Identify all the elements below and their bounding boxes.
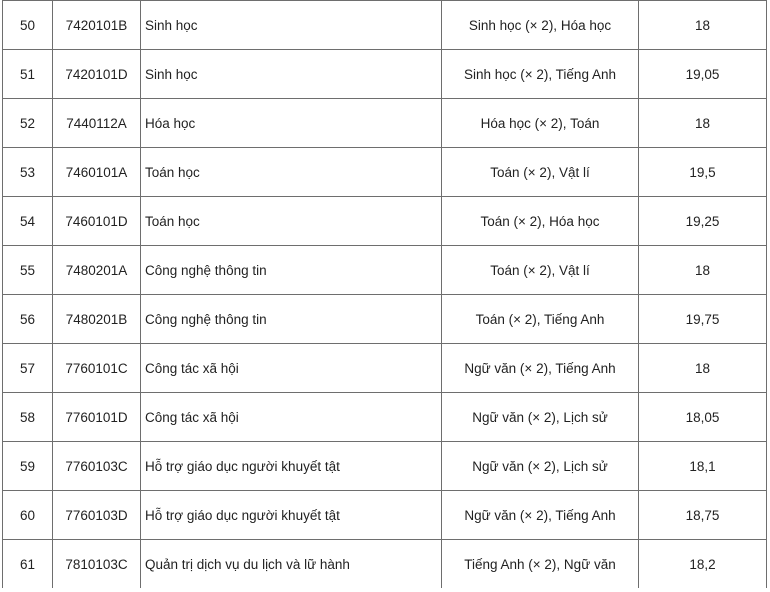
admission-score: 19,75 (639, 295, 767, 344)
major-code: 7760101C (53, 344, 141, 393)
row-number: 60 (3, 491, 53, 540)
table-row (3, 295, 767, 344)
table-row (3, 99, 767, 148)
subject-combination: Sinh học (× 2), Hóa học (442, 1, 639, 50)
admission-score: 18 (639, 99, 767, 148)
major-code: 7460101D (53, 197, 141, 246)
major-name: Công tác xã hội (141, 393, 442, 442)
admission-score: 18 (639, 246, 767, 295)
major-name: Công nghệ thông tin (141, 246, 442, 295)
table-row (3, 442, 767, 491)
table-row (3, 344, 767, 393)
major-name: Sinh học (141, 50, 442, 99)
admission-score: 18,05 (639, 393, 767, 442)
major-code: 7460101A (53, 148, 141, 197)
major-code: 7420101B (53, 1, 141, 50)
subject-combination: Sinh học (× 2), Tiếng Anh (442, 50, 639, 99)
major-name: Toán học (141, 148, 442, 197)
major-name: Hỗ trợ giáo dục người khuyết tật (141, 442, 442, 491)
major-name: Công tác xã hội (141, 344, 442, 393)
admission-score: 19,25 (639, 197, 767, 246)
row-number: 56 (3, 295, 53, 344)
admission-score: 18,1 (639, 442, 767, 491)
page-bottom-edge (0, 588, 770, 592)
table-row (3, 540, 767, 589)
admission-score: 18,2 (639, 540, 767, 589)
subject-combination: Hóa học (× 2), Toán (442, 99, 639, 148)
major-name: Hóa học (141, 99, 442, 148)
table-row (3, 491, 767, 540)
admission-score: 19,5 (639, 148, 767, 197)
table-row (3, 50, 767, 99)
table-row (3, 246, 767, 295)
subject-combination: Toán (× 2), Tiếng Anh (442, 295, 639, 344)
row-number: 54 (3, 197, 53, 246)
row-number: 52 (3, 99, 53, 148)
row-number: 61 (3, 540, 53, 589)
row-number: 53 (3, 148, 53, 197)
subject-combination: Ngữ văn (× 2), Tiếng Anh (442, 491, 639, 540)
major-code: 7810103C (53, 540, 141, 589)
major-code: 7760101D (53, 393, 141, 442)
table-row (3, 197, 767, 246)
subject-combination: Ngữ văn (× 2), Lịch sử (442, 442, 639, 491)
major-name: Sinh học (141, 1, 442, 50)
major-name: Hỗ trợ giáo dục người khuyết tật (141, 491, 442, 540)
admission-score: 19,05 (639, 50, 767, 99)
subject-combination: Tiếng Anh (× 2), Ngữ văn (442, 540, 639, 589)
table-row (3, 393, 767, 442)
major-code: 7760103C (53, 442, 141, 491)
row-number: 50 (3, 1, 53, 50)
major-code: 7440112A (53, 99, 141, 148)
major-name: Toán học (141, 197, 442, 246)
subject-combination: Toán (× 2), Vật lí (442, 246, 639, 295)
subject-combination: Ngữ văn (× 2), Tiếng Anh (442, 344, 639, 393)
major-code: 7480201B (53, 295, 141, 344)
subject-combination: Toán (× 2), Hóa học (442, 197, 639, 246)
admission-score: 18 (639, 1, 767, 50)
subject-combination: Ngữ văn (× 2), Lịch sử (442, 393, 639, 442)
row-number: 58 (3, 393, 53, 442)
major-code: 7480201A (53, 246, 141, 295)
row-number: 57 (3, 344, 53, 393)
table-row (3, 1, 767, 50)
row-number: 51 (3, 50, 53, 99)
admission-score-table (2, 0, 767, 589)
subject-combination: Toán (× 2), Vật lí (442, 148, 639, 197)
admission-score: 18 (639, 344, 767, 393)
major-name: Công nghệ thông tin (141, 295, 442, 344)
major-name: Quản trị dịch vụ du lịch và lữ hành (141, 540, 442, 589)
major-code: 7760103D (53, 491, 141, 540)
row-number: 55 (3, 246, 53, 295)
row-number: 59 (3, 442, 53, 491)
admission-score: 18,75 (639, 491, 767, 540)
table-row (3, 148, 767, 197)
major-code: 7420101D (53, 50, 141, 99)
